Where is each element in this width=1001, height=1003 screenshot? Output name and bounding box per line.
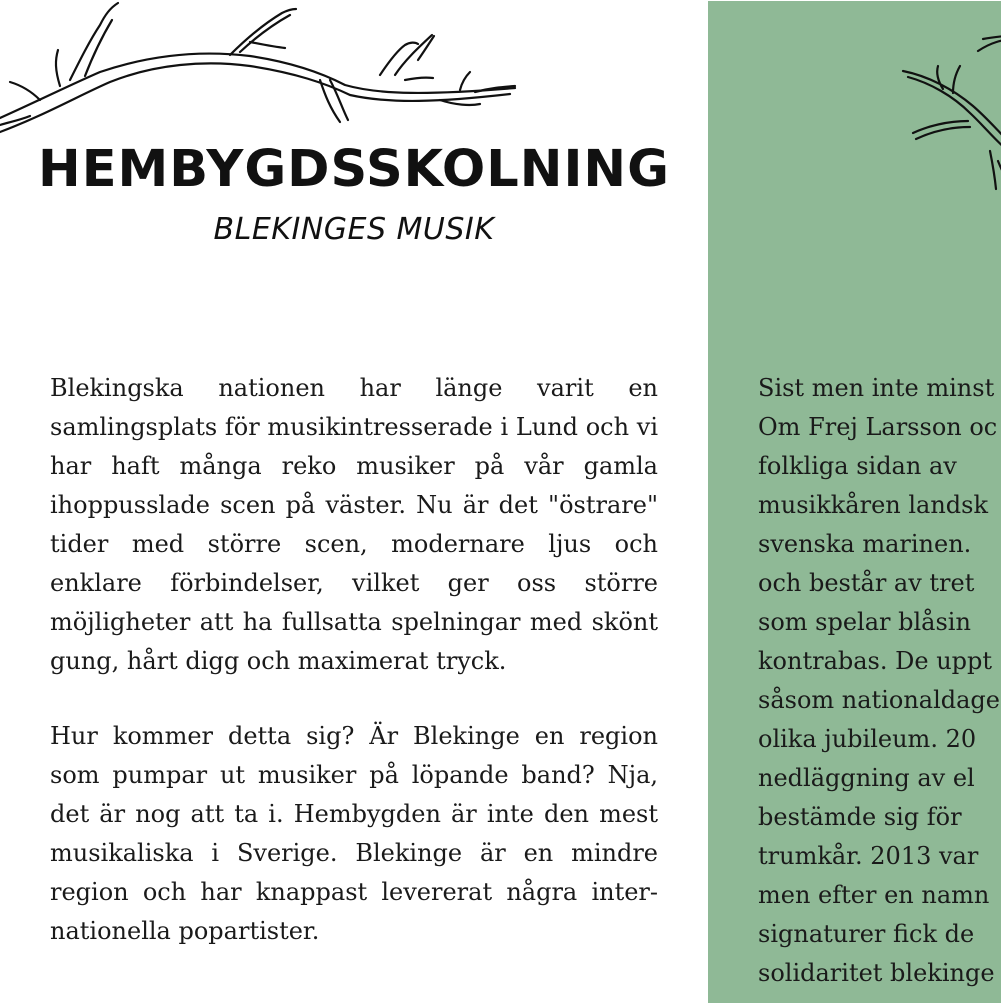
page-title: HEMBYGDSSKOLNING bbox=[38, 140, 670, 199]
text-line: folkliga sidan av bbox=[758, 452, 957, 480]
branch-illustration-icon bbox=[0, 0, 530, 140]
text-line: men efter en namn bbox=[758, 881, 990, 909]
branch-illustration-icon bbox=[898, 31, 1001, 201]
sidebar-text bbox=[758, 369, 1001, 993]
article-body bbox=[50, 369, 658, 951]
text-line: kontrabas. De uppt bbox=[758, 647, 993, 675]
text-line: bestämde sig för bbox=[758, 803, 962, 831]
text-line: svenska marinen. bbox=[758, 530, 972, 558]
text-line: Sist men inte minst bbox=[758, 374, 995, 402]
page-subtitle: BLEKINGES MUSIK bbox=[213, 212, 495, 247]
paragraph: Blekingska nationen har länge varit en samlingsplats för musikintresserade i Lund och vi har haft många reko musiker på vår gamla ihoppusslade scen på väster. Nu är det "östrare" tider med större scen, modernare ljus och enklare förbindelser, vilket ger oss större möjligheter att ha fullsatta spelningar med skönt gung, hårt digg och maximerat tryck. bbox=[50, 374, 658, 675]
text-line: solidaritet blekinge bbox=[758, 959, 995, 987]
text-line: signaturer fick de bbox=[758, 920, 975, 948]
text-line: olika jubileum. 20 bbox=[758, 725, 977, 753]
sidebar-panel bbox=[708, 1, 1001, 1003]
text-line: som spelar blåsin bbox=[758, 608, 971, 636]
paragraph: Hur kommer detta sig? Är Blekinge en region som pumpar ut musiker på löpande band? Nja, det är nog att ta i. Hembygden är inte den mest musikaliska i Sverige. Blekinge är en mindre region och har knappast levererat några inter-nationella popartister. bbox=[50, 722, 658, 945]
text-line: musikkåren landsk bbox=[758, 491, 989, 519]
text-line: nedläggning av el bbox=[758, 764, 975, 792]
text-line: Om Frej Larsson oc bbox=[758, 413, 998, 441]
text-line: och består av tret bbox=[758, 569, 975, 597]
text-line: trumkår. 2013 var bbox=[758, 842, 979, 870]
text-line: såsom nationaldage bbox=[758, 686, 1000, 714]
